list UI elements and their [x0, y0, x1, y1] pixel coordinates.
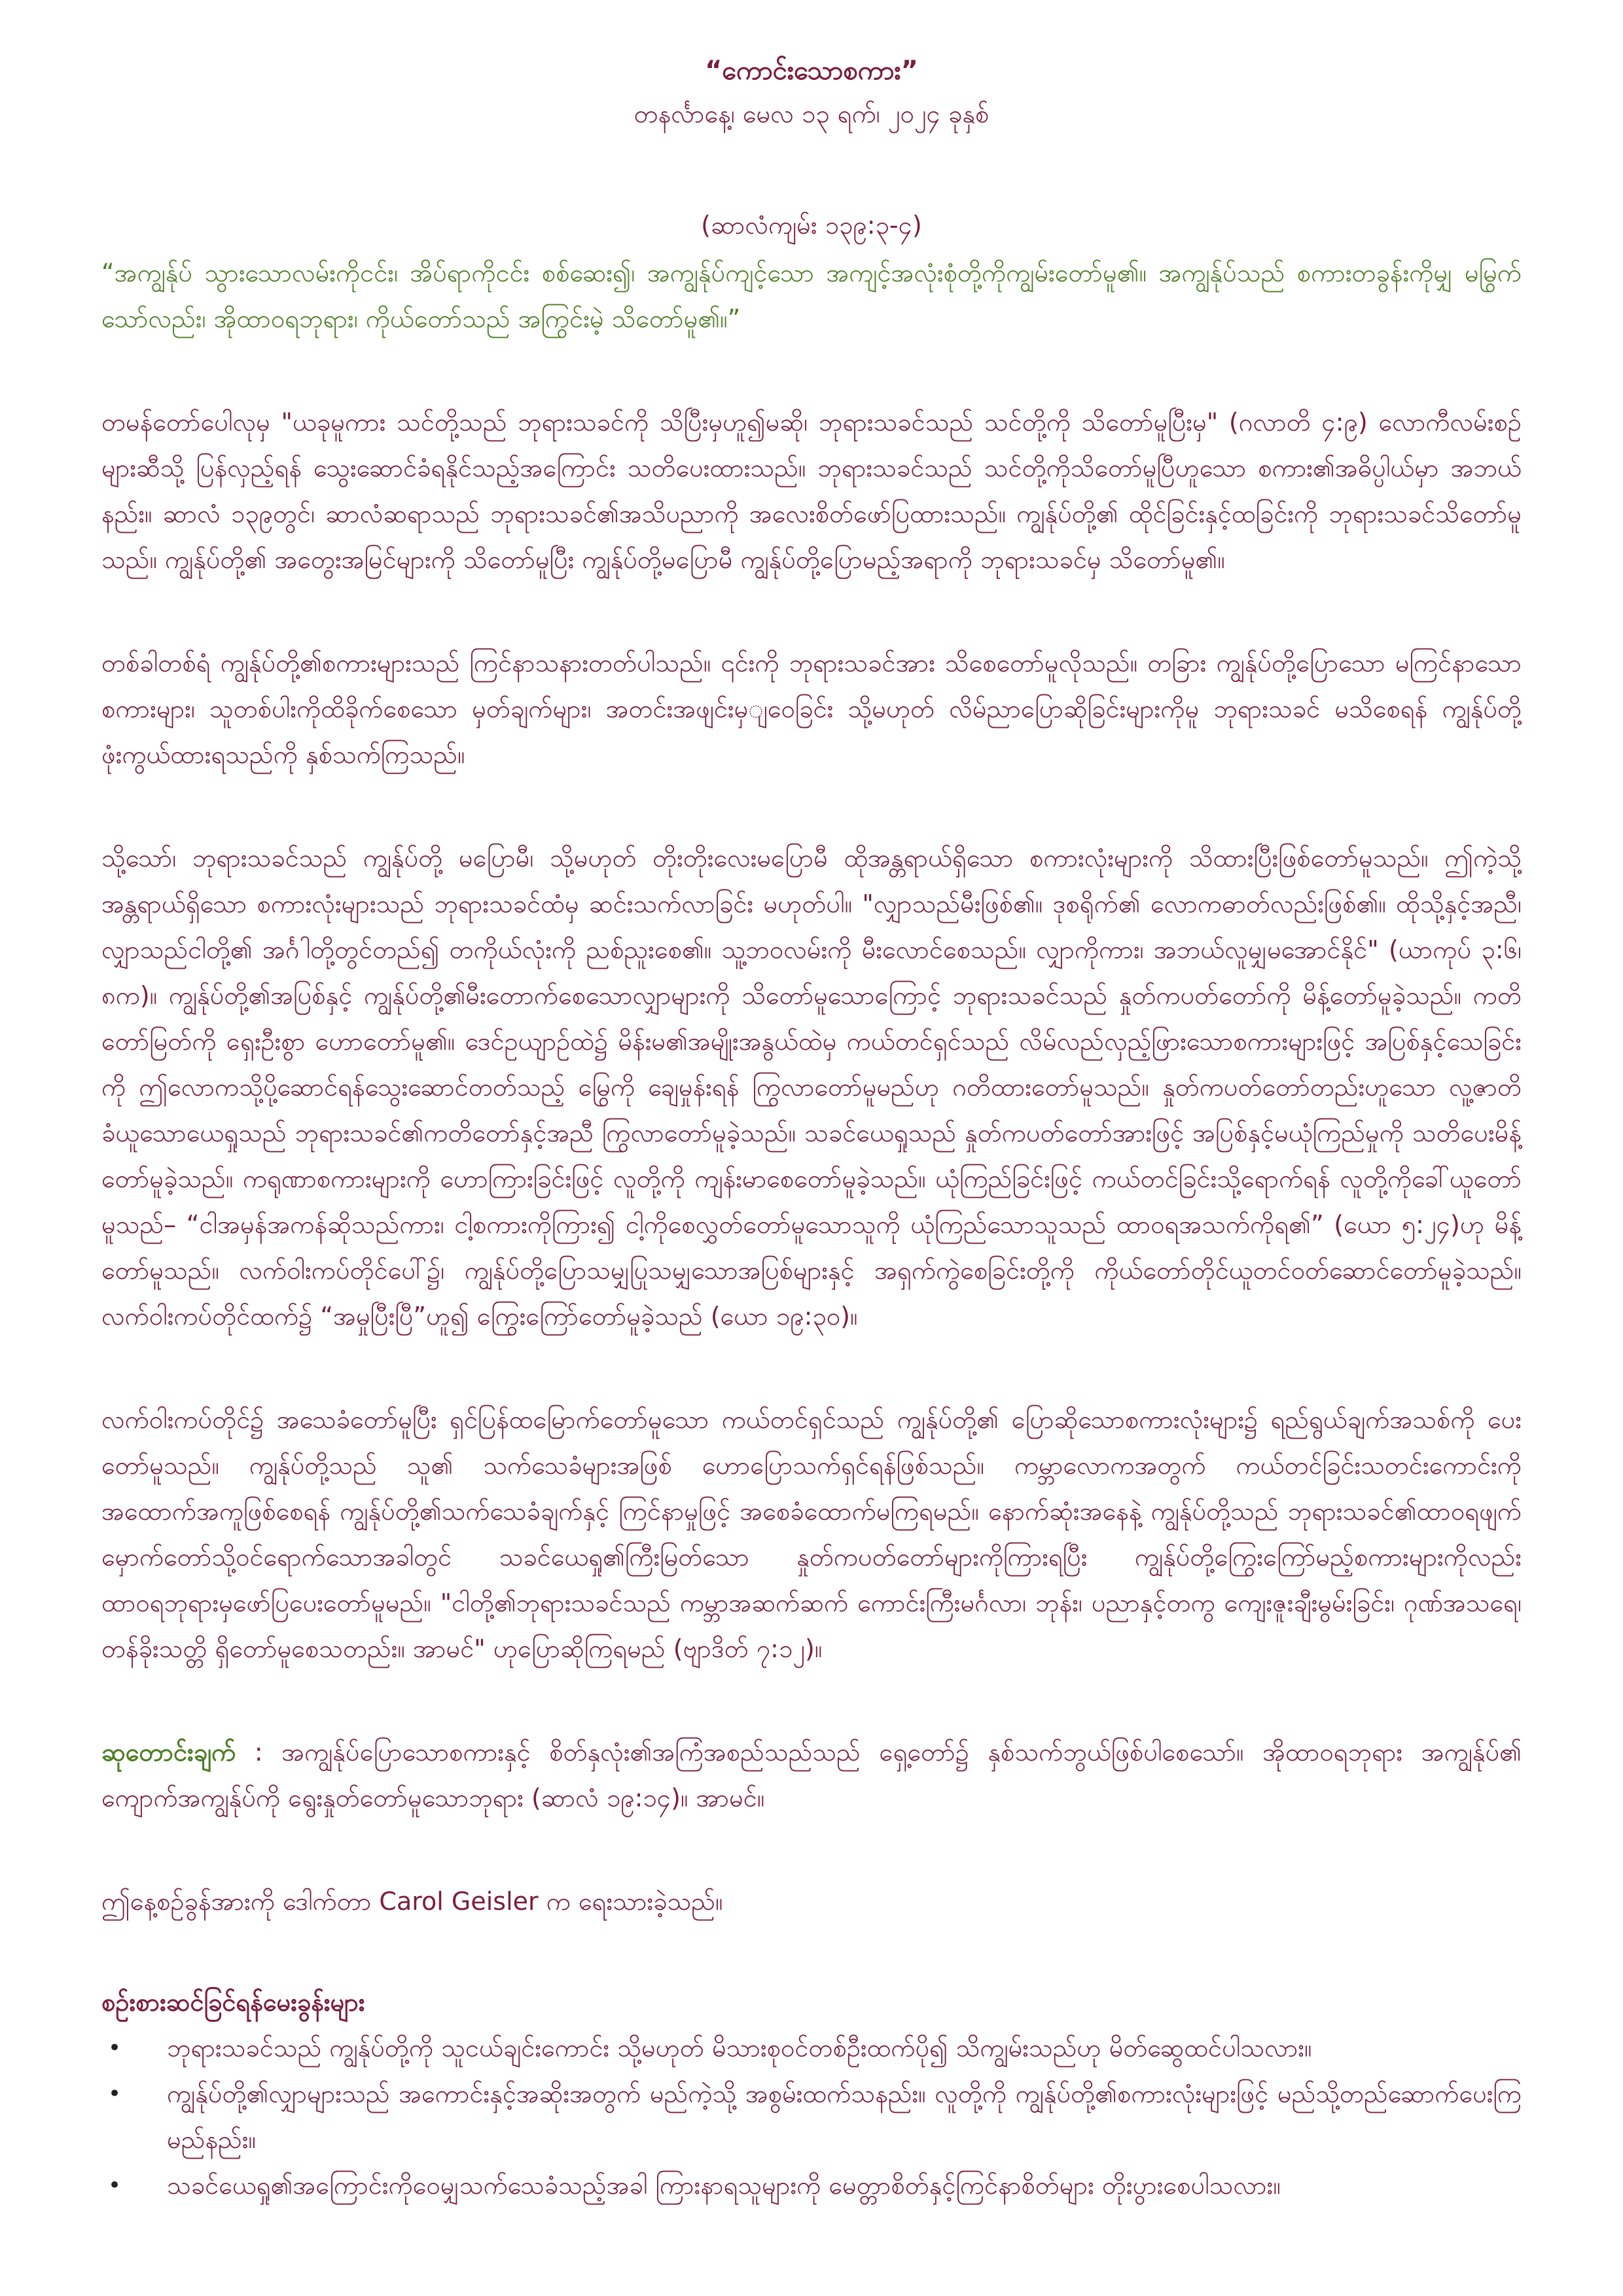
body-paragraph-4: လက်ဝါးကပ်တိုင်၌ အသေခံတော်မူပြီး ရှင်ပြန်ထမြောက်တော်မူသော ကယ်တင်ရှင်သည် ကျွန်ုပ်တို့၏ ပြောဆိုသောစကားလုံးများ၌ ရည်ရွယ်ချက်အသစ်ကို ပေးတော်မူသည်။ ကျွန်ုပ်တို့သည် သူ၏ သက်သေခံများအဖြစ် ဟောပြောသက်ရှင်ရန်ဖြစ်သည်။ ကမ္ဘာလောကအတွက် ကယ်တင်ခြင်းသတင်းကောင်းကို အထောက်အကူဖြစ်စေရန် ကျွန်ုပ်တို့၏သက်သေခံချက်နှင့် ကြင်နာမှုဖြင့် အစေခံထောက်မကြရမည်။ နောက်ဆုံးအနေနဲ့ ကျွန်ုပ်တို့သည် ဘုရားသခင်၏ထာဝရဖျက်မှောက်တော်သို့ဝင်ရောက်သောအခါတွင် သခင်ယေရှု၏ကြီးမြတ်သော နှုတ်ကပတ်တော်များကိုကြားရပြီး ကျွန်ုပ်တို့ကြွေးကြော်မည့်စကားများကိုလည်း ထာဝရဘုရားမှဖော်ပြပေးတော်မူမည်။ "ငါတို့၏ဘုရားသခင်သည် ကမ္ဘာအဆက်ဆက် ကောင်းကြီးမင်္ဂလာ၊ ဘုန်း၊ ပညာနှင့်တကွ ကျေးဇူးချီးမွမ်းခြင်း၊ ဂုဏ်အသရေ၊ တန်ခိုးသတ္တိ ရှိတော်မူစေသတည်း။ အာမင်" ဟုပြောဆိုကြရမည် (ဗျာဒိတ် ၇:၁၂)။	[101, 1405, 1522, 1663]
prayer-paragraph	[101, 1729, 1522, 1821]
body-paragraph-2: တစ်ခါတစ်ရံ ကျွန်ုပ်တို့၏စကားများသည် ကြင်နာသနားတတ်ပါသည်။ ၎င်းကို ဘုရားသခင်အား သိစေတော်မူလိုသည်။ တခြား ကျွန်ုပ်တို့ပြောသော မကြင်နာသောစကားများ၊ သူတစ်ပါးကိုထိခိုက်စေသော မှတ်ချက်များ၊ အတင်းအဖျင်းမှျဝေခြင်း သို့မဟုတ် လိမ်ညာပြောဆိုခြင်းများကိုမူ ဘုရားသခင် မသိစေရန် ကျွန်ုပ်တို့ ဖုံးကွယ်ထားရသည်ကို နှစ်သက်ကြသည်။	[101, 649, 1522, 769]
body-paragraph-3: သို့သော်၊ ဘုရားသခင်သည် ကျွန်ုပ်တို့ မပြောမီ၊ သို့မဟုတ် တိုးတိုးလေးမပြောမီ ထိုအန္တရာယ်ရှိသော စကားလုံးများကို သိထားပြီးဖြစ်တော်မူသည်။ ဤကဲ့သို့အန္တရာယ်ရှိသော စကားလုံးများသည် ဘုရားသခင်ထံမှ ဆင်းသက်လာခြင်း မဟုတ်ပါ။ "လျှာသည်မီးဖြစ်၏။ ဒုစရိုက်၏ လောကဓာတ်လည်းဖြစ်၏။ ထိုသို့နှင့်အညီ၊ လျှာသည်ငါတို့၏ အင်္ဂါတို့တွင်တည်၍ တကိုယ်လုံးကို ညစ်ညူးစေ၏။ သူ့ဘဝလမ်းကို မီးလောင်စေသည်။ လျှာကိုကား၊ အဘယ်လူမျှမအောင်နိုင်" (ယာကုပ် ၃:၆၊ ၈က)။ ကျွန်ုပ်တို့၏အပြစ်နှင့် ကျွန်ုပ်တို့၏မီးတောက်စေသောလျှာများကို သိတော်မူသောကြောင့် ဘုရားသခင်သည် နှုတ်ကပတ်တော်ကို မိန့်တော်မူခဲ့သည်။ ကတိတော်မြတ်ကို ရှေးဦးစွာ ဟောတော်မူ၏။ ဒေင်ဥယျာဉ်ထဲ၌ မိန်းမ၏အမျိုးအနွယ်ထဲမှ ကယ်တင်ရှင်သည် လိမ်လည်လှည့်ဖြားသောစကားများဖြင့် အပြစ်နှင့်သေခြင်းကို ဤလောကသို့ပို့ဆောင်ရန်သွေးဆောင်တတ်သည့် မြွေကို ချေမှုန်းရန် ကြွလာတော်မူမည်ဟု ဂတိထားတော်မူသည်။ နှုတ်ကပတ်တော်တည်းဟူသော လူ့ဇာတိခံယူသောယေရှုသည် ဘုရားသခင်၏ကတိတော်နှင့်အညီ ကြွလာတော်မူခဲ့သည်။ သခင်ယေရှုသည် နှုတ်ကပတ်တော်အားဖြင့် အပြစ်နှင့်မယုံကြည်မှုကို သတိပေးမိန့်တော်မူခဲ့သည်။ ကရုဏာစကားများကို ဟောကြားခြင်းဖြင့် လူတို့ကို ကျန်းမာစေတော်မူခဲ့သည်။ ယုံကြည်ခြင်းဖြင့် ကယ်တင်ခြင်းသို့ရောက်ရန် လူတို့ကိုခေါ်ယူတော်မူသည်– “ငါအမှန်အကန်ဆိုသည်ကား၊ ငါ့စကားကိုကြား၍ ငါ့ကိုစေလွှတ်တော်မူသောသူကို ယုံကြည်သောသူသည် ထာဝရအသက်ကိုရ၏” (ယော ၅:၂၄)ဟု မိန့်တော်မူသည်။ လက်ဝါးကပ်တိုင်ပေါ်၌၊ ကျွန်ုပ်တို့ပြောသမျှပြုသမျှသောအပြစ်များနှင့် အရှက်ကွဲစေခြင်းတို့ကို ကိုယ်တော်တိုင်ယူတင်ဝတ်ဆောင်တော်မူခဲ့သည်။ လက်ဝါးကပ်တိုင်ထက်၌ “အမှုပြီးပြီ”ဟူ၍ ကြွေးကြော်တော်မူခဲ့သည် (ယော ၁၉:၃၀)။	[101, 844, 1522, 1331]
question-item	[108, 2071, 1522, 2162]
author-note: ဤနေ့စဉ်ခွန်အားကို ဒေါက်တာ Carol Geisler က ရေးသားခဲ့သည်။	[101, 1887, 723, 1916]
bullet-icon: •	[108, 2035, 122, 2061]
prayer-label: ဆုတောင်းချက်	[101, 1738, 236, 1767]
question-text: ကျွန်ုပ်တို့၏လျှာများသည် အကောင်းနှင့်အဆိုးအတွက် မည်ကဲ့သို့ အစွမ်းထက်သနည်း။ လူတို့ကို ကျွန်ုပ်တို့၏စကားလုံးများဖြင့် မည်သို့တည်ဆောက်ပေးကြမည်နည်း။	[167, 2079, 1522, 2154]
question-text: သခင်ယေရှု၏အကြောင်းကိုဝေမျှသက်သေခံသည့်အခါ ကြားနာရသူများကို မေတ္တာစိတ်နှင့်ကြင်နာစိတ်များ တိုးပွားစေပါသလား။	[167, 2171, 1281, 2200]
question-item	[108, 2162, 1522, 2208]
scripture-reference: (ဆာလံကျမ်း ၁၃၉:၃-၄)	[701, 211, 922, 240]
bullet-icon: •	[108, 2172, 122, 2198]
question-item	[108, 2025, 1522, 2071]
page-date: တနင်္လာနေ့၊ မေလ ၁၃ ရက်၊ ၂၀၂၄ ခုနှစ်	[633, 99, 990, 128]
devotional-page	[101, 0, 1522, 2208]
scripture-text: “အကျွန်ုပ် သွားသောလမ်းကိုငင်း၊ အိပ်ရာကိုငင်း စစ်ဆေး၍၊ အကျွန်ုပ်ကျင့်သော အကျင့်အလုံးစုံတို့ကိုကျွမ်းတော်မူ၏။ အကျွန်ုပ်သည် စကားတခွန်းကိုမျှ မမြွက်သော်လည်း၊ အိုထာဝရဘုရား၊ ကိုယ်တော်သည် အကြွင်းမဲ့ သိတော်မူ၏။”	[101, 259, 1522, 333]
page-title: “ကောင်းသောစကား”	[705, 56, 918, 86]
body-paragraph-1: တမန်တော်ပေါလုမှ "ယခုမူကား သင်တို့သည် ဘုရားသခင်ကို သိပြီးမှဟူ၍မဆို၊ ဘုရားသခင်သည် သင်တို့ကို သိတော်မူပြီးမှ" (ဂလာတိ ၄:၉) လောကီလမ်းစဉ်များဆီသို့ ပြန်လှည့်ရန် သွေးဆောင်ခံရနိုင်သည့်အကြောင်း သတိပေးထားသည်။ ဘုရားသခင်သည် သင်တို့ကိုသိတော်မူပြီဟူသော စကား၏အဓိပ္ပါယ်မှာ အဘယ်နည်း။ ဆာလံ ၁၃၉တွင်၊ ဆာလံဆရာသည် ဘုရားသခင်၏အသိပညာကို အလေးစိတ်ဖော်ပြထားသည်။ ကျွန်ုပ်တို့၏ ထိုင်ခြင်းနှင့်ထခြင်းကို ဘုရားသခင်သိတော်မူသည်။ ကျွန်ုပ်တို့၏ အတွေးအမြင်များကို သိတော်မူပြီး ကျွန်ုပ်တို့မပြောမီ ကျွန်ုပ်တို့ပြောမည့်အရာကို ဘုရားသခင်မှ သိတော်မူ၏။	[101, 408, 1522, 574]
question-text: ဘုရားသခင်သည် ကျွန်ုပ်တို့ကို သူငယ်ချင်းကောင်း သို့မဟုတ် မိသားစုဝင်တစ်ဦးထက်ပို၍ သိကျွမ်းသည်ဟု မိတ်ဆွေထင်ပါသလား။	[167, 2034, 1312, 2062]
bullet-icon: •	[108, 2081, 122, 2107]
questions-heading: စဉ်းစားဆင်ခြင်ရန်မေးခွန်းများ	[101, 1988, 365, 2017]
prayer-text: အကျွန်ုပ်ပြောသောစကားနှင့် စိတ်နှလုံး၏အကြံအစည်သည်သည် ရှေ့တော်၌ နှစ်သက်ဘွယ်ဖြစ်ပါစေသော်။ အိုထာဝရဘုရား အကျွန်ုပ်၏ ကျောက်အကျွန်ုပ်ကို ရွေးနှုတ်တော်မူသောဘုရား (ဆာလံ ၁၉:၁၄)။ အာမင်။	[101, 1738, 1522, 1812]
questions-list	[101, 2025, 1522, 2208]
prayer-separator: :	[236, 1738, 282, 1767]
